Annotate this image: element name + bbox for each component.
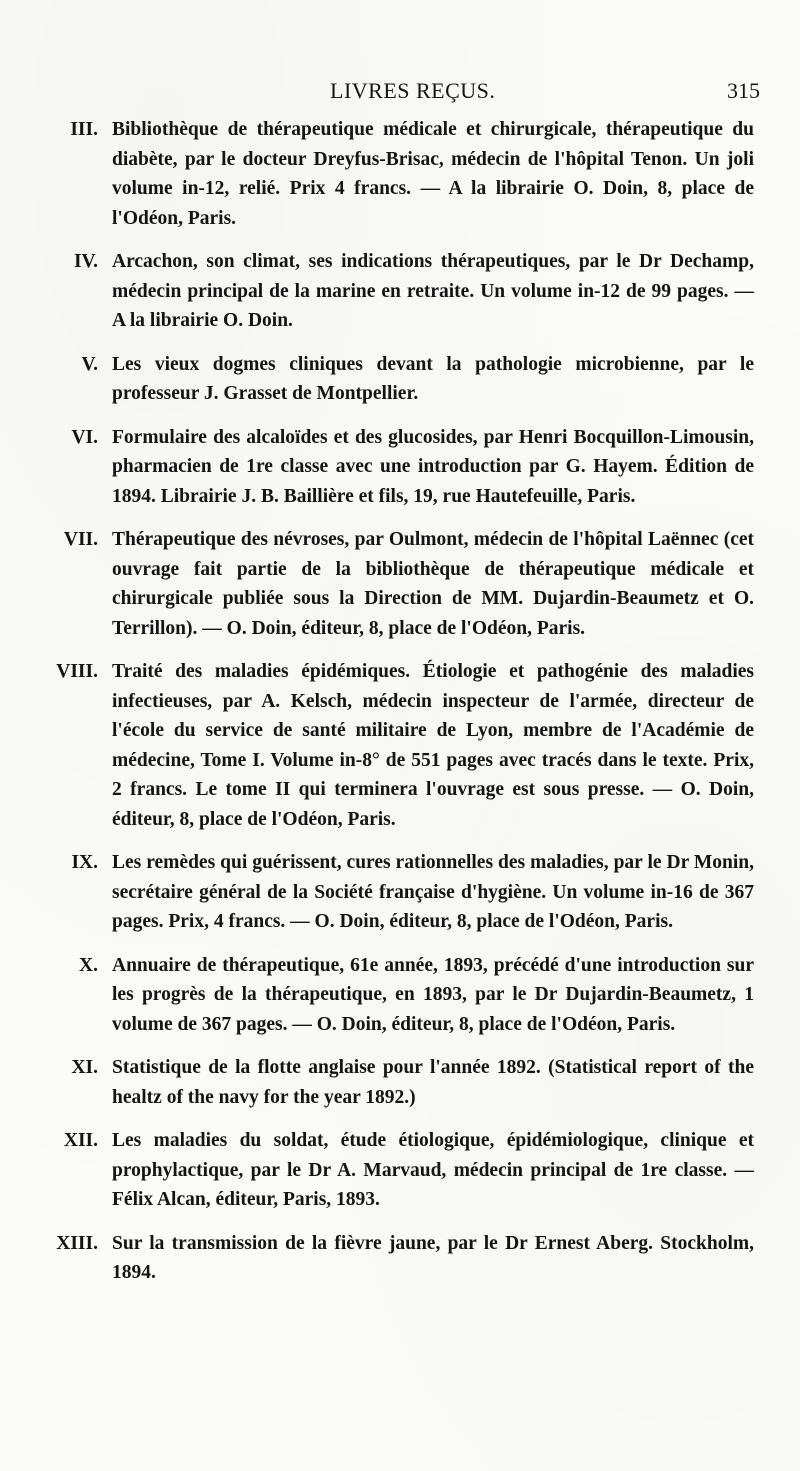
list-item — [0, 1053, 800, 1112]
list-item — [0, 657, 800, 834]
entry-text: Sur la transmission de la fièvre jaune, par le Dr Ernest Aberg. Stockholm, 1894. — [112, 1232, 754, 1283]
entry-text: Bibliothèque de thérapeutique médicale et chirurgicale, thérapeutique du diabète, par le docteur Dreyfus-Brisac, médecin de l'hôpital Tenon. Un joli volume in-12, relié. Prix 4 francs. — A la librairie O. Doin, 8, place de l'Odéon, Paris. — [112, 119, 754, 229]
list-item — [0, 848, 800, 937]
list-item — [0, 247, 800, 336]
entry-number: XII. — [63, 1130, 98, 1151]
entry-text: Les maladies du soldat, étude étiologique, épidémiologique, clinique et prophylactique, par le Dr A. Marvaud, médecin principal de 1re classe. — Félix Alcan, éditeur, Paris, 1893. — [112, 1130, 754, 1210]
list-item — [0, 350, 800, 409]
entry-text: Les remèdes qui guérissent, cures rationnelles des maladies, par le Dr Monin, secrétaire général de la Société française d'hygiène. Un volume in-16 de 367 pages. Prix, 4 francs. — O. Doin, éditeur, 8, place de l'Odéon, Paris. — [112, 852, 754, 932]
page-header — [0, 78, 800, 108]
entry-number: VI. — [71, 426, 98, 448]
entry-number: VII. — [63, 529, 98, 550]
entry-text: Thérapeutique des névroses, par Oulmont, médecin de l'hôpital Laënnec (cet ouvrage fait partie de la bibliothèque de thérapeutique médicale et chirurgicale publiée sous la Direction de MM. Dujardin-Beaumetz et O. Terrillon). — O. Doin, éditeur, 8, place de l'Odéon, Paris. — [112, 529, 754, 639]
entry-number: X. — [79, 954, 98, 976]
entry-number: XIII. — [56, 1232, 98, 1254]
entry-number: III. — [70, 119, 98, 140]
entry-number: IX. — [71, 852, 98, 873]
list-item — [0, 423, 800, 512]
entry-number: XI. — [71, 1057, 98, 1078]
entry-text: Traité des maladies épidémiques. Étiologie et pathogénie des maladies infectieuses, par A. Kelsch, médecin inspecteur de l'armée, directeur de l'école du service de santé militaire de Lyon, membre de l'Académie de médecine, Tome I. Volume in-8° de 551 pages avec tracés dans le texte. Prix, 2 francs. Le tome II qui terminera l'ouvrage est sous presse. — O. Doin, éditeur, 8, place de l'Odéon, Paris. — [112, 661, 754, 830]
entry-text: Les vieux dogmes cliniques devant la pathologie microbienne, par le professeur J. Grasset de Montpellier. — [112, 353, 754, 404]
entry-text: Arcachon, son climat, ses indications thérapeutiques, par le Dr Dechamp, médecin principal de la marine en retraite. Un volume in-12 de 99 pages. — A la librairie O. Doin. — [112, 251, 754, 331]
book-list — [0, 115, 800, 1288]
list-item — [0, 1229, 800, 1288]
entry-number: V. — [81, 353, 98, 375]
list-item — [0, 525, 800, 643]
list-item — [0, 951, 800, 1040]
list-item — [0, 1126, 800, 1215]
page-number: 315 — [727, 78, 760, 103]
entry-text: Formulaire des alcaloïdes et des glucosides, par Henri Bocquillon-Limousin, pharmacien de 1re classe avec une introduction par G. Hayem. Édition de 1894. Librairie J. B. Baillière et fils, 19, rue Hautefeuille, Paris. — [112, 426, 754, 507]
entry-number: IV. — [73, 251, 98, 272]
running-title: LIVRES REÇUS. — [330, 78, 496, 103]
entry-text: Annuaire de thérapeutique, 61e année, 1893, précédé d'une introduction sur les progrès de la thérapeutique, en 1893, par le Dr Dujardin-Beaumetz, 1 volume de 367 pages. — O. Doin, éditeur, 8, place de l'Odéon, Paris. — [112, 954, 754, 1035]
entry-number: VIII. — [56, 661, 98, 682]
entry-text: Statistique de la flotte anglaise pour l'année 1892. (Statistical report of the healtz of the navy for the year 1892.) — [112, 1057, 754, 1108]
list-item — [0, 115, 800, 233]
